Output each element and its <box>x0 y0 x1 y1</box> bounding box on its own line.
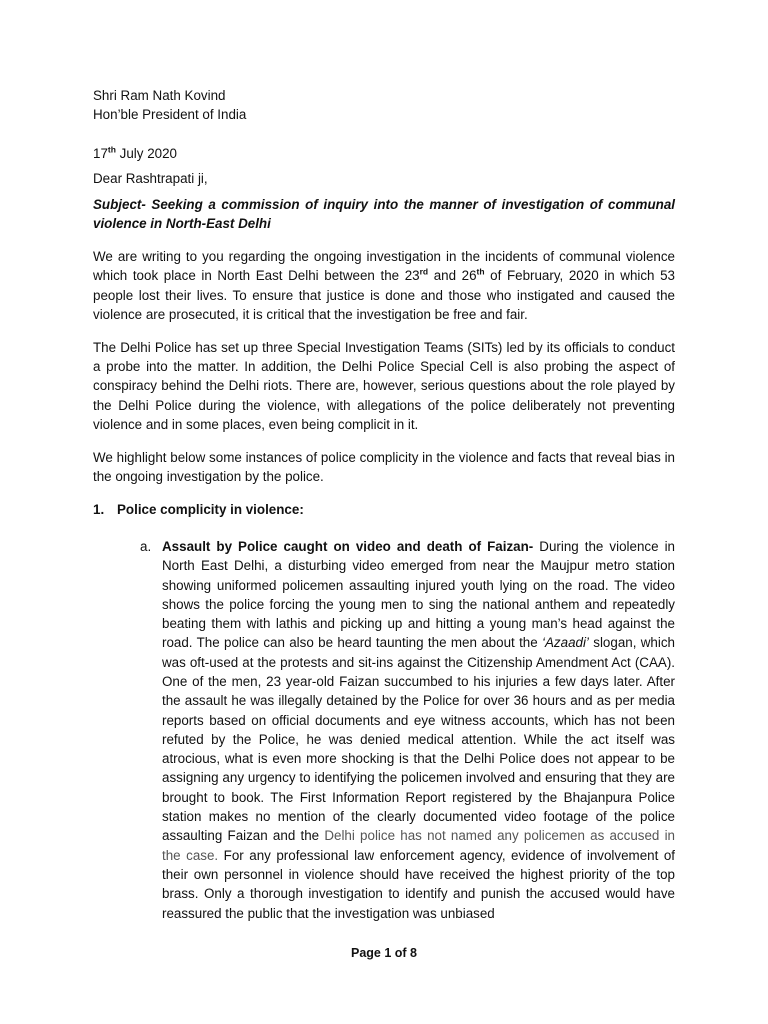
list-item-a <box>140 537 675 923</box>
item-text-3: For any professional law enforcement agency, evidence of involvement of their own personnel in violence should have received the highest priority of the top brass. Only a thorough investigation to identify and punish the accused would have reassured the public that the investigation was unbiased <box>162 847 675 921</box>
page-number: Page 1 of 8 <box>351 946 417 960</box>
list-item-letter: a. <box>140 538 152 554</box>
list-item-body <box>162 537 675 923</box>
item-azaadi: ‘Azaadi’ <box>542 635 589 651</box>
para1-sup1: rd <box>419 267 429 277</box>
para1-part1: We are writing to you regarding the ongoing investigation in the incidents of communal violence which took place in North East Delhi between the 23 <box>93 249 675 284</box>
section-number: 1. <box>93 501 105 517</box>
paragraph-sits: The Delhi Police has set up three Special Investigation Teams (SITs) led by its officials to conduct a probe into the matter. In addition, the Delhi Police Special Cell is also probing the aspect of conspiracy behind the Delhi riots. There are, however, serious questions about the role played by the Delhi Police during the violence, with allegations of the police deliberately not preventing violence and in some places, even being complicit in it. <box>93 339 675 432</box>
salutation: Dear Rashtrapati ji, <box>93 170 208 186</box>
date-rest: July 2020 <box>115 145 177 161</box>
date-day: 17 <box>93 145 108 161</box>
section-title: Police complicity in violence: <box>117 501 304 517</box>
letter-body <box>93 86 675 923</box>
paragraph-intro <box>93 247 675 324</box>
item-text-2: slogan, which was oft-used at the protests and sit-ins against the Citizenship Amendment Act (CAA). One of the men, 23 year-old Faizan succumbed to his injuries a few days later. After the assault he was illegally detained by the Police for over 36 hours and as per media reports based on official documents and eye witness accounts, which has not been refuted by the Police, he was denied medical attention. While the act itself was atrocious, what is even more shocking is that the Delhi Police does not appear to be assigning any urgency to identifying the policemen involved and ensuring that they are brought to book. The First Information Report registered by the Bhajanpura Police station makes no mention of the clearly documented video footage of the police assaulting Faizan and the <box>162 635 675 844</box>
para1-sup2: th <box>476 267 485 277</box>
letter-date <box>93 144 675 163</box>
recipient-title: Hon’ble President of India <box>93 107 247 123</box>
para1-part3: of February, 2020 in which 53 people lost their lives. To ensure that justice is done and those who instigated and caused the violence are prosecuted, it is critical that the investigation be free and fair. <box>93 268 676 323</box>
item-text-1: During the violence in North East Delhi, a disturbing video emerged from near the Maujpur metro station showing uniformed policemen assaulting injured youth lying on the road. The video shows the police forcing the young men to sing the national anthem and repeatedly beating them with lathis and picking up and hitting a young man’s head against the road. The police can also be heard taunting the men about the <box>162 538 675 651</box>
item-lead: Assault by Police caught on video and death of Faizan- <box>162 538 534 554</box>
paragraph-highlight: We highlight below some instances of police complicity in the violence and facts that reveal bias in the ongoing investigation by the police. <box>93 449 675 484</box>
section-heading-1 <box>93 500 675 519</box>
para1-part2: and 26 <box>428 268 477 284</box>
subject-line: Subject- Seeking a commission of inquiry into the manner of investigation of communal violence in North-East Delhi <box>93 197 675 232</box>
date-suffix: th <box>107 144 116 155</box>
item-gray-text: Delhi police has not named any policemen as accused in the case. <box>162 828 676 863</box>
recipient-name: Shri Ram Nath Kovind <box>93 88 226 103</box>
